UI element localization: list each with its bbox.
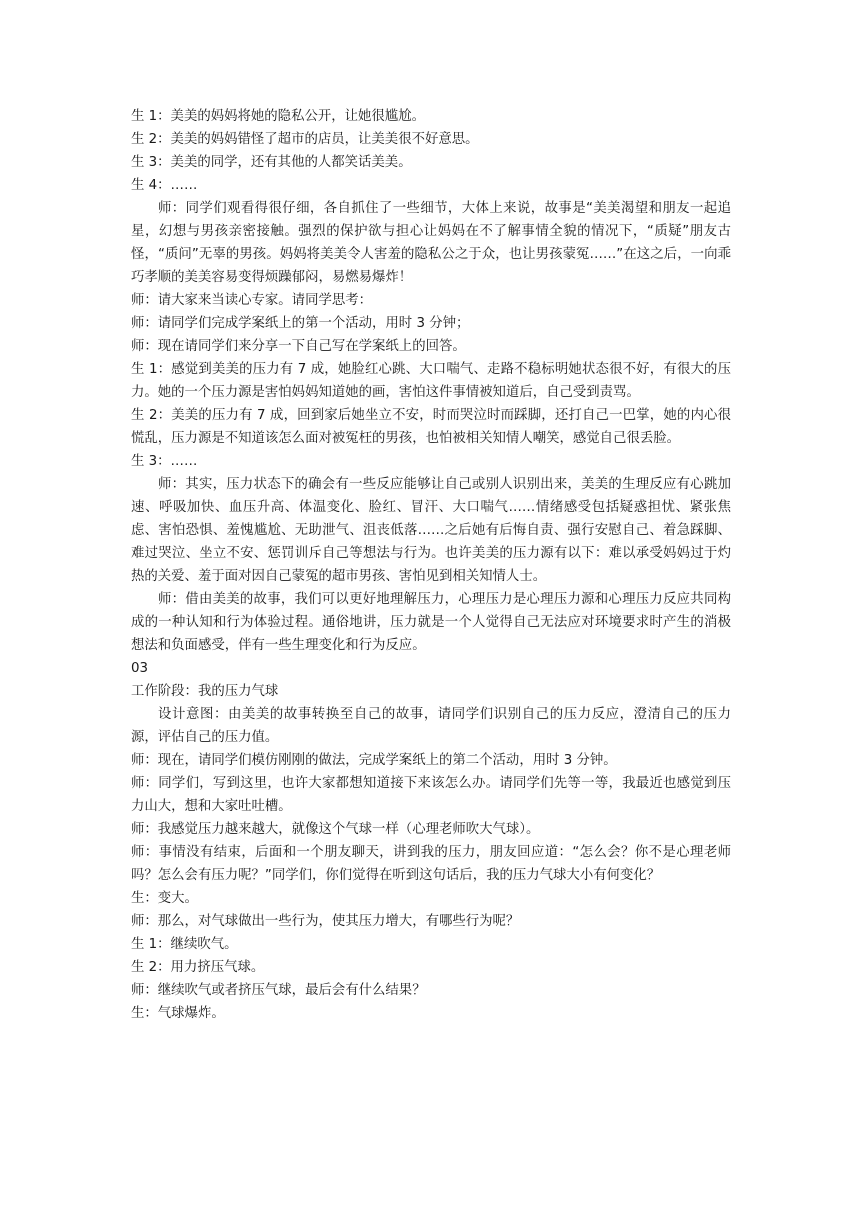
- paragraph: 生 2：美美的妈妈错怪了超市的店员，让美美很不好意思。: [131, 132, 479, 147]
- paragraph: 师：借由美美的故事，我们可以更好地理解压力，心理压力是心理压力源和心理压力反应共同构成的一种认知和行为体验过程。通俗地讲，压力就是一个人觉得自己无法应对环境要求时产生的消极想法和负面感受，伴有一些生理变化和行为反应。: [131, 592, 731, 653]
- paragraph: 生 3：美美的同学，还有其他的人都笑话美美。: [131, 155, 412, 170]
- paragraph: 工作阶段：我的压力气球: [131, 684, 279, 699]
- paragraph: 师：现在请同学们来分享一下自己写在学案纸上的回答。: [131, 339, 466, 354]
- paragraph: 师：其实，压力状态下的确会有一些反应能够让自己或别人识别出来，美美的生理反应有心跳加速、呼吸加快、血压升高、体温变化、脸红、冒汗、大口喘气……情绪感受包括疑惑担忧、紧张焦虑、害怕恐惧、羞愧尴尬、无助泄气、沮丧低落……之后她有后悔自责、强行安慰自己、着急踩脚、难过哭泣、坐立不安、惩罚训斥自己等想法与行为。也许美美的压力源有以下：难以承受妈妈过于灼热的关爱、羞于面对因自己蒙冤的超市男孩、害怕见到相关知情人士。: [131, 477, 731, 584]
- paragraph: 师：请大家来当读心专家。请同学思考：: [131, 293, 373, 308]
- paragraph: 师：继续吹气或者挤压气球，最后会有什么结果？: [131, 983, 426, 998]
- paragraph: 生 4：……: [131, 178, 198, 193]
- paragraph: 师：同学们观看得很仔细，各自抓住了一些细节，大体上来说，故事是“美美渴望和朋友一起追星，幻想与男孩亲密接触。强烈的保护欲与担心让妈妈在不了解事情全貌的情况下，“质疑”朋友古怪，“质问”无辜的男孩。妈妈将美美令人害羞的隐私公之于众，也让男孩蒙冤……”在这之后，一向乖巧孝顺的美美容易变得烦躁郁闷，易燃易爆炸！: [131, 201, 731, 285]
- paragraph: 03: [131, 661, 149, 676]
- paragraph: 生：气球爆炸。: [131, 1006, 225, 1021]
- paragraph: 生 2：用力挤压气球。: [131, 960, 265, 975]
- paragraph: 生 1：感觉到美美的压力有 7 成，她脸红心跳、大口喘气、走路不稳标明她状态很不好，有很大的压力。她的一个压力源是害怕妈妈知道她的画，害怕这件事情被知道后，自己受到责骂。: [131, 362, 731, 400]
- document-body: [131, 105, 731, 1025]
- paragraph: 师：那么，对气球做出一些行为，使其压力增大，有哪些行为呢？: [131, 914, 520, 929]
- paragraph: 师：现在，请同学们模仿刚刚的做法，完成学案纸上的第二个活动，用时 3 分钟。: [131, 753, 617, 768]
- paragraph: 师：事情没有结束，后面和一个朋友聊天，讲到我的压力，朋友回应道：“怎么会？你不是心理老师吗？怎么会有压力呢？”同学们，你们觉得在听到这句话后，我的压力气球大小有何变化？: [131, 845, 731, 883]
- paragraph: 师：我感觉压力越来越大，就像这个气球一样（心理老师吹大气球）。: [131, 822, 540, 837]
- paragraph: 师：请同学们完成学案纸上的第一个活动，用时 3 分钟；: [131, 316, 470, 331]
- paragraph: 生：变大。: [131, 891, 198, 906]
- paragraph: 生 3：……: [131, 454, 198, 469]
- paragraph: 生 1：继续吹气。: [131, 937, 238, 952]
- paragraph: 设计意图：由美美的故事转换至自己的故事，请同学们识别自己的压力反应，澄清自己的压力源，评估自己的压力值。: [131, 707, 731, 745]
- paragraph: 师：同学们，写到这里，也许大家都想知道接下来该怎么办。请同学们先等一等，我最近也感觉到压力山大，想和大家吐吐槽。: [131, 776, 731, 814]
- paragraph: 生 2：美美的压力有 7 成，回到家后她坐立不安，时而哭泣时而踩脚，还打自己一巴掌，她的内心很慌乱，压力源是不知道该怎么面对被冤枉的男孩，也怕被相关知情人嘲笑，感觉自己很丢脸。: [131, 408, 731, 446]
- paragraph: 生 1：美美的妈妈将她的隐私公开，让她很尴尬。: [131, 109, 425, 124]
